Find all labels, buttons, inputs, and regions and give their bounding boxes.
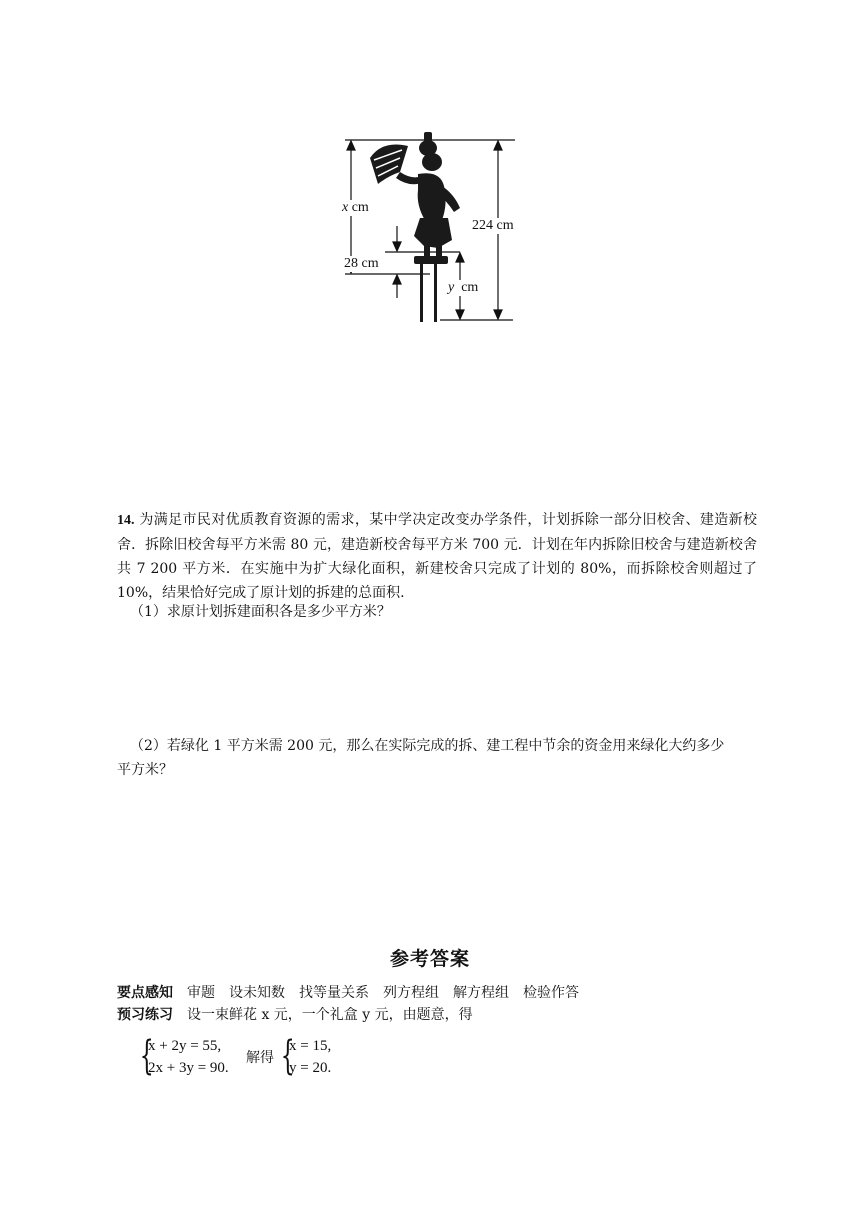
- preview-practice-text: 设一束鲜花 x 元，一个礼盒 y 元，由题意，得: [187, 1007, 473, 1023]
- label-y-var: y: [448, 280, 455, 295]
- question-1: （1）求原计划拆建面积各是多少平方米？: [130, 604, 391, 620]
- label-base-height: 28 cm: [344, 256, 379, 271]
- problem-text: 为满足市民对优质教育资源的需求，某中学决定改变办学条件，计划拆除一部分旧校舍、建造新校舍．拆除旧校舍每平方米需 80 元，建造新校舍每平方米 700 元．计划在年内拆除旧校舍与建造新校舍共 7 200 平方米．在实施中为扩大绿化面积，新建校舍只完成了计划的 80%，而拆除校舍则超过了 10%，结果恰好完成了原计划的拆建的总面积.: [117, 512, 757, 601]
- key-point-item: 检验作答: [523, 985, 579, 1001]
- question-2-line-1: （2）若绿化 1 平方米需 200 元，那么在实际完成的拆、建工程中节余的资金用来绿化大约多少: [130, 738, 725, 754]
- label-x-var: x: [342, 200, 349, 215]
- solution-1: x = 15,: [289, 1038, 332, 1054]
- problem-number: 14.: [117, 513, 135, 528]
- label-y-unit: cm: [461, 280, 479, 295]
- key-point-item: 解方程组: [453, 985, 509, 1001]
- label-total-height: 224 cm: [472, 218, 514, 233]
- answer-section-title: 参考答案: [389, 948, 470, 970]
- key-points-label: 要点感知: [117, 985, 173, 1001]
- puppet-silhouette: [370, 132, 460, 322]
- label-x: [342, 200, 369, 216]
- key-points-line: [117, 982, 593, 1004]
- solution-2: y = 20.: [289, 1060, 332, 1076]
- preview-practice-line: [117, 1004, 473, 1026]
- key-point-item: 审题: [187, 985, 215, 1001]
- key-point-item: 找等量关系: [299, 985, 369, 1001]
- right-brace: {: [280, 1033, 295, 1079]
- problem-14-statement: [117, 508, 757, 605]
- key-point-item: 设未知数: [229, 985, 285, 1001]
- label-y: [448, 280, 478, 296]
- key-point-item: 列方程组: [383, 985, 439, 1001]
- solve-word: 解得: [246, 1050, 274, 1066]
- equation-1: x + 2y = 55,: [148, 1038, 222, 1054]
- preview-practice-label: 预习练习: [117, 1007, 173, 1023]
- question-2-line-2: 平方米？: [117, 762, 173, 778]
- puppet-figure: [330, 128, 530, 328]
- equation-2: 2x + 3y = 90.: [148, 1060, 229, 1076]
- label-x-unit: cm: [351, 200, 369, 215]
- left-brace: {: [139, 1033, 154, 1079]
